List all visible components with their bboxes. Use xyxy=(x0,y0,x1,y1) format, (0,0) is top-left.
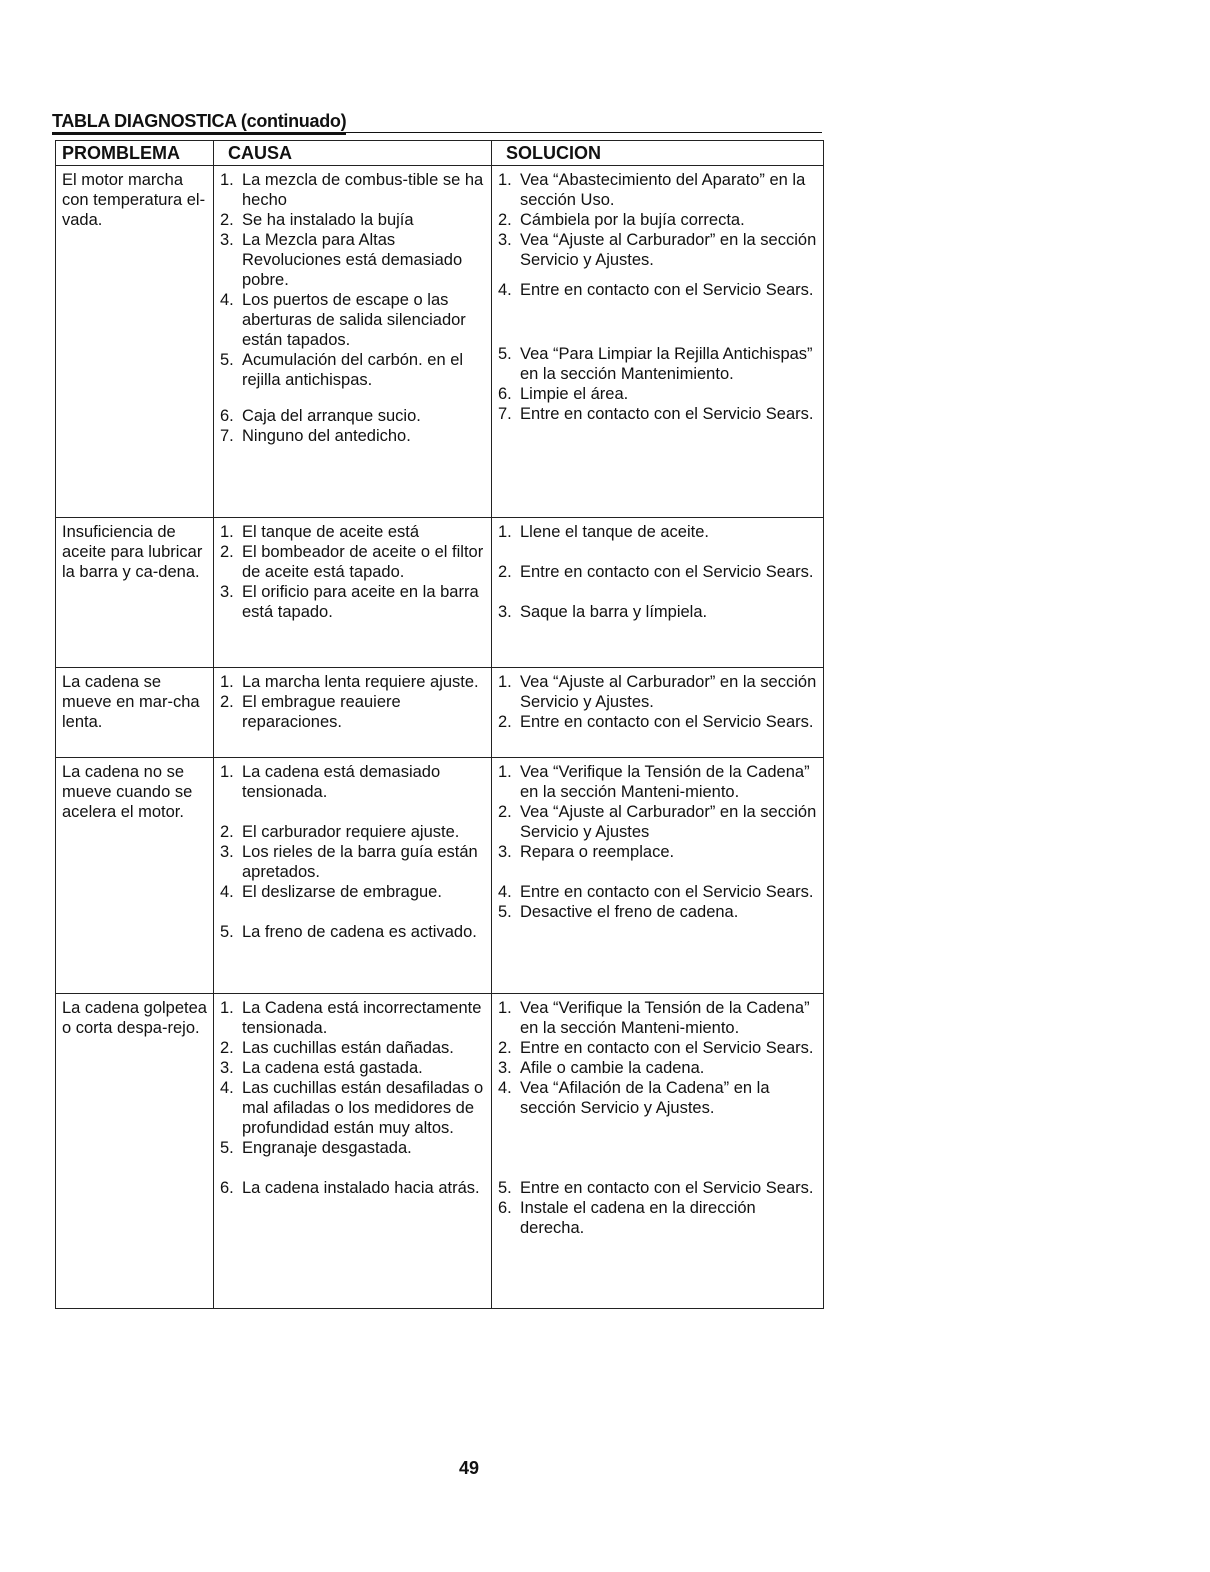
cause-item xyxy=(220,290,485,350)
cause-item-text: Caja del arranque sucio. xyxy=(242,407,421,425)
solution-item-number: 6. xyxy=(498,385,512,403)
solution-item-text: Llene el tanque de aceite. xyxy=(520,523,709,541)
cause-item-number: 1. xyxy=(220,763,234,781)
solution-cell-list xyxy=(498,998,817,1238)
cause-cell xyxy=(214,668,492,758)
solution-item xyxy=(498,344,817,384)
problem-cell: La cadena se mueve en mar-cha lenta. xyxy=(56,668,214,758)
title-rule xyxy=(52,132,822,133)
solution-item-text: Cámbiela por la bujía correcta. xyxy=(520,211,745,229)
cause-cell xyxy=(214,994,492,1309)
cause-item-text: La mezcla de combus-tible se ha hecho xyxy=(242,171,484,209)
solution-item xyxy=(498,1178,817,1198)
cause-cell xyxy=(214,518,492,668)
solution-item-text: Vea “Verifique la Tensión de la Cadena” en la sección Manteni-miento. xyxy=(520,763,810,801)
cause-item-text: La Cadena está incorrectamente tensionada. xyxy=(242,999,482,1037)
cause-cell-list xyxy=(220,672,485,732)
solution-item xyxy=(498,998,817,1038)
cause-item-number: 2. xyxy=(220,823,234,841)
solution-item-text: Vea “Verifique la Tensión de la Cadena” en la sección Manteni-miento. xyxy=(520,999,810,1037)
solution-item-number: 2. xyxy=(498,211,512,229)
solution-item xyxy=(498,672,817,712)
solution-item-text: Saque la barra y límpiela. xyxy=(520,603,708,621)
diagnostic-table xyxy=(55,140,824,1309)
solution-cell-list xyxy=(498,170,817,424)
solution-item-number: 1. xyxy=(498,523,512,541)
cause-item-text: La Mezcla para Altas Revoluciones está demasiado pobre. xyxy=(242,231,463,289)
solution-cell xyxy=(492,518,824,668)
table-body xyxy=(56,166,824,1309)
cause-item xyxy=(220,842,485,882)
solution-item-number: 7. xyxy=(498,405,512,423)
solution-cell-list xyxy=(498,762,817,922)
solution-item xyxy=(498,522,817,542)
solution-item-number: 2. xyxy=(498,563,512,581)
solution-item-text: Afile o cambie la cadena. xyxy=(520,1059,705,1077)
cause-item-number: 7. xyxy=(220,427,234,445)
solution-cell xyxy=(492,758,824,994)
cause-item-text: Se ha instalado la bujía xyxy=(242,211,414,229)
cause-item-number: 6. xyxy=(220,407,234,425)
cause-item-number: 5. xyxy=(220,923,234,941)
solution-item-number: 3. xyxy=(498,603,512,621)
solution-item xyxy=(498,404,817,424)
cause-item-number: 4. xyxy=(220,1079,234,1097)
solution-item-text: Entre en contacto con el Servicio Sears. xyxy=(520,281,814,299)
solution-item-text: Vea “Ajuste al Carburador” en la sección Servicio y Ajustes xyxy=(520,803,817,841)
cause-item xyxy=(220,426,485,446)
cause-item-number: 3. xyxy=(220,231,234,249)
solution-cell xyxy=(492,668,824,758)
solution-item-text: Limpie el área. xyxy=(520,385,629,403)
solution-item-number: 5. xyxy=(498,903,512,921)
table-row xyxy=(56,668,824,758)
cause-item-text: Las cuchillas están desafiladas o mal afiladas o los medidores de profundidad están muy altos. xyxy=(242,1079,484,1137)
solution-item-text: Vea “Ajuste al Carburador” en la sección Servicio y Ajustes. xyxy=(520,673,817,711)
solution-item xyxy=(498,210,817,230)
cause-cell-list xyxy=(220,998,485,1198)
cause-item xyxy=(220,922,485,942)
solution-item-text: Entre en contacto con el Servicio Sears. xyxy=(520,405,814,423)
cause-item-text: El tanque de aceite está xyxy=(242,523,420,541)
cause-item xyxy=(220,998,485,1038)
table-row xyxy=(56,166,824,518)
solution-item-text: Repara o reemplace. xyxy=(520,843,675,861)
solution-item-text: Entre en contacto con el Servicio Sears. xyxy=(520,563,814,581)
cause-item xyxy=(220,406,485,426)
solution-item xyxy=(498,842,817,862)
cause-item-number: 2. xyxy=(220,693,234,711)
cause-item-number: 1. xyxy=(220,523,234,541)
solution-item-number: 5. xyxy=(498,345,512,363)
solution-item-number: 3. xyxy=(498,843,512,861)
solution-item xyxy=(498,1198,817,1238)
solution-item-number: 6. xyxy=(498,1199,512,1217)
problem-cell: La cadena golpetea o corta despa-rejo. xyxy=(56,994,214,1309)
table-row xyxy=(56,518,824,668)
solution-item xyxy=(498,882,817,902)
solution-item-text: Entre en contacto con el Servicio Sears. xyxy=(520,1179,814,1197)
solution-item xyxy=(498,762,817,802)
solution-item-text: Vea “Afilación de la Cadena” en la sección Servicio y Ajustes. xyxy=(520,1079,770,1117)
solution-item xyxy=(498,602,817,622)
solution-item-number: 5. xyxy=(498,1179,512,1197)
cause-item-text: Los rieles de la barra guía están apretados. xyxy=(242,843,478,881)
cause-item-text: El deslizarse de embrague. xyxy=(242,883,442,901)
cause-item-text: Ninguno del antedicho. xyxy=(242,427,411,445)
problem-cell: El motor marcha con temperatura el-vada. xyxy=(56,166,214,518)
header-row xyxy=(56,141,824,166)
solution-item-number: 1. xyxy=(498,763,512,781)
solution-cell-list xyxy=(498,522,817,622)
header-problem: PROMBLEMA xyxy=(56,141,214,166)
cause-cell xyxy=(214,758,492,994)
cause-item-number: 2. xyxy=(220,1039,234,1057)
cause-item xyxy=(220,210,485,230)
cause-item-text: Acumulación del carbón. en el rejilla antichispas. xyxy=(242,351,464,389)
cause-item xyxy=(220,1178,485,1198)
cause-item-text: Las cuchillas están dañadas. xyxy=(242,1039,454,1057)
solution-item xyxy=(498,384,817,404)
cause-item-number: 3. xyxy=(220,583,234,601)
solution-item xyxy=(498,562,817,582)
cause-item-text: Engranaje desgastada. xyxy=(242,1139,412,1157)
solution-item-number: 2. xyxy=(498,1039,512,1057)
solution-item-text: Entre en contacto con el Servicio Sears. xyxy=(520,883,814,901)
cause-item-text: La cadena está demasiado tensionada. xyxy=(242,763,441,801)
solution-item-text: Vea “Ajuste al Carburador” en la sección Servicio y Ajustes. xyxy=(520,231,817,269)
solution-item xyxy=(498,280,817,300)
table-row xyxy=(56,758,824,994)
solution-item-number: 1. xyxy=(498,673,512,691)
solution-item xyxy=(498,802,817,842)
problem-cell: La cadena no se mueve cuando se acelera el motor. xyxy=(56,758,214,994)
solution-cell xyxy=(492,994,824,1309)
page-title: TABLA DIAGNOSTICA (continuado) xyxy=(52,111,346,135)
table-row xyxy=(56,994,824,1309)
cause-cell-list xyxy=(220,522,485,622)
cause-item-number: 4. xyxy=(220,883,234,901)
cause-item xyxy=(220,582,485,622)
solution-item xyxy=(498,1058,817,1078)
cause-item-text: El carburador requiere ajuste. xyxy=(242,823,460,841)
solution-item-number: 1. xyxy=(498,171,512,189)
cause-item-text: El orificio para aceite en la barra está tapado. xyxy=(242,583,479,621)
cause-item-number: 1. xyxy=(220,171,234,189)
cause-cell-list xyxy=(220,170,485,446)
cause-item-number: 1. xyxy=(220,999,234,1017)
solution-item xyxy=(498,902,817,922)
solution-item-number: 1. xyxy=(498,999,512,1017)
cause-item xyxy=(220,1078,485,1138)
solution-item-number: 3. xyxy=(498,231,512,249)
cause-item-number: 5. xyxy=(220,1139,234,1157)
solution-cell-list xyxy=(498,672,817,732)
cause-item-text: El bombeador de aceite o el filtor de aceite está tapado. xyxy=(242,543,484,581)
cause-item-text: Los puertos de escape o las aberturas de salida silenciador están tapados. xyxy=(242,291,466,349)
cause-item xyxy=(220,1058,485,1078)
solution-item xyxy=(498,1078,817,1118)
cause-item xyxy=(220,522,485,542)
solution-item-text: Vea “Abastecimiento del Aparato” en la sección Uso. xyxy=(520,171,806,209)
solution-item-text: Entre en contacto con el Servicio Sears. xyxy=(520,713,814,731)
solution-item-number: 2. xyxy=(498,803,512,821)
cause-item-number: 1. xyxy=(220,673,234,691)
cause-item-number: 6. xyxy=(220,1179,234,1197)
cause-item xyxy=(220,762,485,802)
cause-item-text: La cadena instalado hacia atrás. xyxy=(242,1179,480,1197)
cause-item-number: 3. xyxy=(220,1059,234,1077)
solution-item-text: Desactive el freno de cadena. xyxy=(520,903,739,921)
problem-cell: Insuficiencia de aceite para lubricar la barra y ca-dena. xyxy=(56,518,214,668)
solution-item-text: Entre en contacto con el Servicio Sears. xyxy=(520,1039,814,1057)
header-solution: SOLUCION xyxy=(492,141,824,166)
cause-item xyxy=(220,230,485,290)
solution-item-number: 3. xyxy=(498,1059,512,1077)
cause-item xyxy=(220,692,485,732)
solution-cell xyxy=(492,166,824,518)
cause-item-text: La cadena está gastada. xyxy=(242,1059,423,1077)
cause-item-text: La freno de cadena es activado. xyxy=(242,923,477,941)
cause-item xyxy=(220,542,485,582)
solution-item xyxy=(498,712,817,732)
solution-item-number: 2. xyxy=(498,713,512,731)
solution-item-number: 4. xyxy=(498,281,512,299)
solution-item-text: Instale el cadena en la dirección derecha. xyxy=(520,1199,756,1237)
header-cause: CAUSA xyxy=(214,141,492,166)
solution-item xyxy=(498,1038,817,1058)
cause-item-number: 5. xyxy=(220,351,234,369)
cause-item-number: 2. xyxy=(220,211,234,229)
cause-item xyxy=(220,882,485,902)
cause-item xyxy=(220,350,485,390)
page-number: 49 xyxy=(459,1458,480,1478)
cause-item xyxy=(220,822,485,842)
cause-item-text: El embrague reauiere reparaciones. xyxy=(242,693,401,731)
solution-item-number: 4. xyxy=(498,1079,512,1097)
solution-item-text: Vea “Para Limpiar la Rejilla Antichispas” en la sección Mantenimiento. xyxy=(520,345,813,383)
cause-item-number: 2. xyxy=(220,543,234,561)
cause-item xyxy=(220,672,485,692)
solution-item-number: 4. xyxy=(498,883,512,901)
solution-item xyxy=(498,170,817,210)
cause-item-number: 3. xyxy=(220,843,234,861)
cause-item xyxy=(220,170,485,210)
solution-item xyxy=(498,230,817,270)
cause-item xyxy=(220,1138,485,1158)
cause-cell xyxy=(214,166,492,518)
cause-item-number: 4. xyxy=(220,291,234,309)
cause-cell-list xyxy=(220,762,485,942)
cause-item-text: La marcha lenta requiere ajuste. xyxy=(242,673,479,691)
cause-item xyxy=(220,1038,485,1058)
